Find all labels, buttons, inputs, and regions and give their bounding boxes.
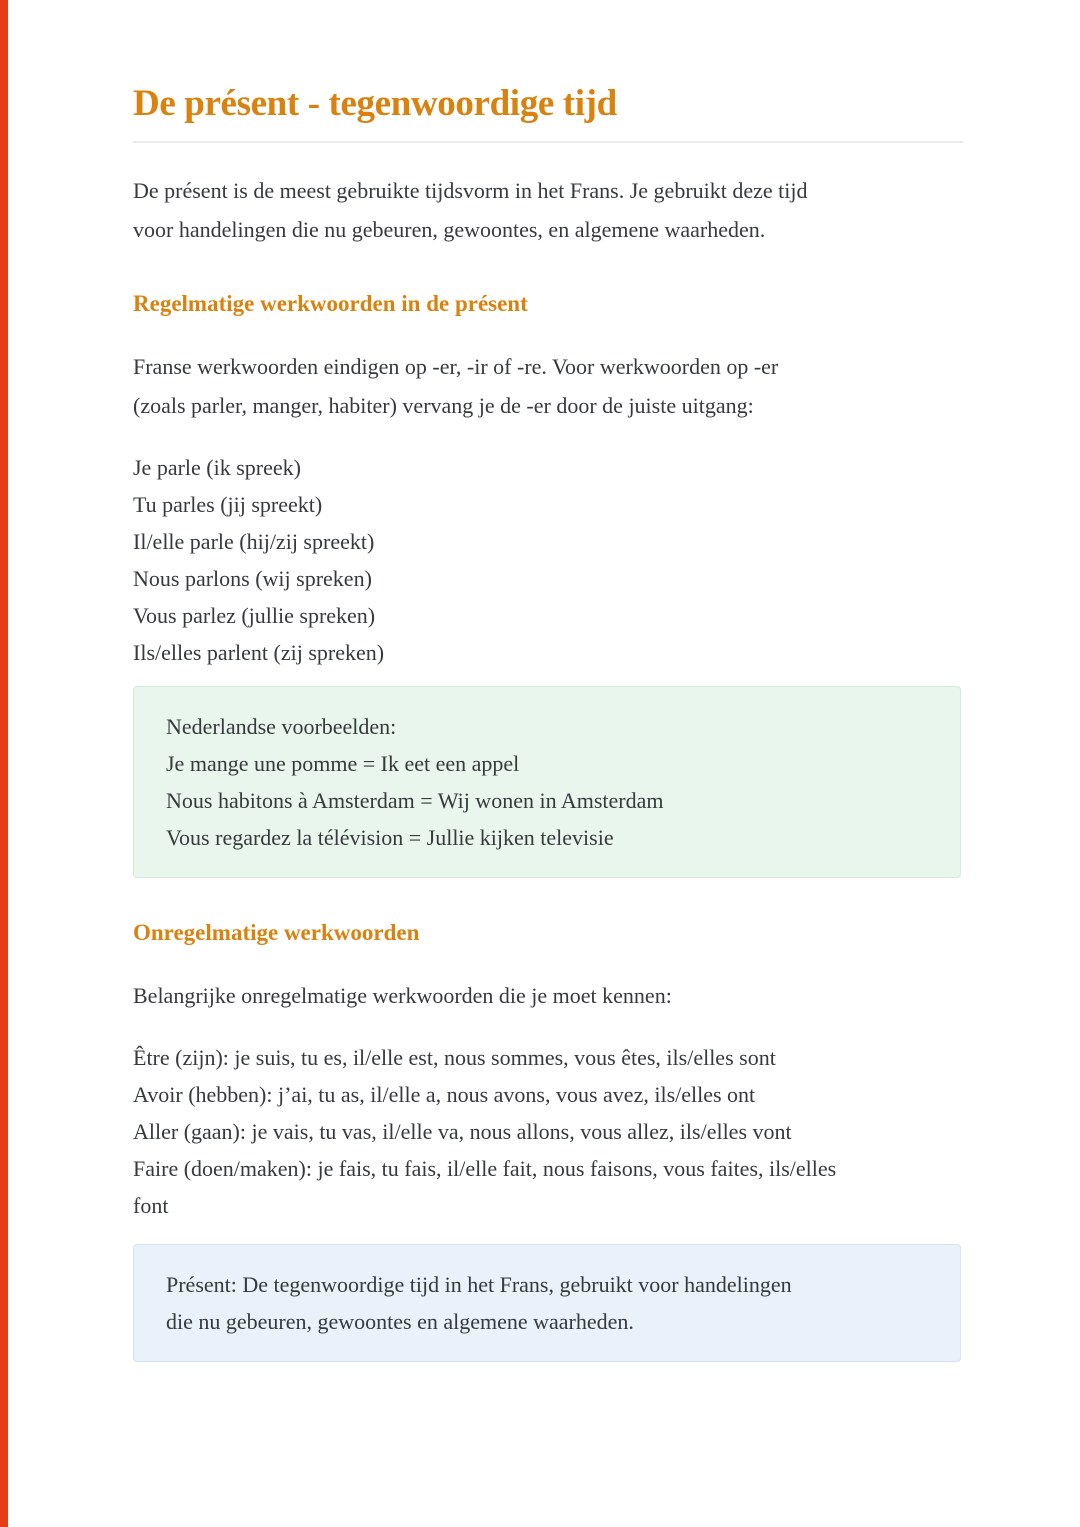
conjugation-item: Nous parlons (wij spreken) [133,566,372,591]
title-divider [133,141,963,143]
definition-box-line: Présent: De tegenwoordige tijd in het Frans, gebruikt voor handelingen [166,1272,792,1297]
conjugation-list [133,449,963,671]
page-title: De présent - tegenwoordige tijd [133,83,617,124]
example-box-line: Vous regardez la télévision = Jullie kijken televisie [166,825,614,850]
intro-paragraph [133,171,963,249]
verb-item: font [133,1193,169,1218]
example-box-line: Nederlandse voorbeelden: [166,714,397,739]
example-box-line: Nous habitons à Amsterdam = Wij wonen in Amsterdam [166,788,664,813]
dutch-examples-box [133,686,961,878]
example-box-line: Je mange une pomme = Ik eet een appel [166,751,520,776]
conjugation-item: Il/elle parle (hij/zij spreekt) [133,529,375,554]
definition-box-line: die nu gebeuren, gewoontes en algemene waarheden. [166,1309,634,1334]
verb-item: Faire (doen/maken): je fais, tu fais, il/elle fait, nous faisons, vous faites, ils/elles [133,1156,837,1181]
left-accent-bar [0,0,8,1527]
intro-line: De présent is de meest gebruikte tijdsvorm in het Frans. Je gebruikt deze tijd [133,178,808,203]
conjugation-item: Tu parles (jij spreekt) [133,492,323,517]
heading-regular-verbs: Regelmatige werkwoorden in de présent [133,291,528,316]
paragraph-line: Franse werkwoorden eindigen op -er, -ir of -re. Voor werkwoorden op -er [133,354,779,379]
verb-item: Être (zijn): je suis, tu es, il/elle est, nous sommes, vous êtes, ils/elles sont [133,1045,776,1070]
regular-verbs-paragraph [133,347,963,425]
conjugation-item: Ils/elles parlent (zij spreken) [133,640,385,665]
verb-item: Avoir (hebben): j’ai, tu as, il/elle a, nous avons, vous avez, ils/elles ont [133,1082,756,1107]
document-content [133,0,963,1362]
heading-irregular-verbs: Onregelmatige werkwoorden [133,920,420,945]
present-definition-box [133,1244,961,1362]
intro-line: voor handelingen die nu gebeuren, gewoontes, en algemene waarheden. [133,217,766,242]
irregular-verbs-paragraph [133,976,963,1015]
paragraph-line: (zoals parler, manger, habiter) vervang je de -er door de juiste uitgang: [133,393,754,418]
irregular-verb-list [133,1039,963,1224]
conjugation-item: Je parle (ik spreek) [133,455,301,480]
conjugation-item: Vous parlez (jullie spreken) [133,603,376,628]
verb-item: Aller (gaan): je vais, tu vas, il/elle va, nous allons, vous allez, ils/elles vont [133,1119,792,1144]
paragraph-line: Belangrijke onregelmatige werkwoorden die je moet kennen: [133,983,672,1008]
